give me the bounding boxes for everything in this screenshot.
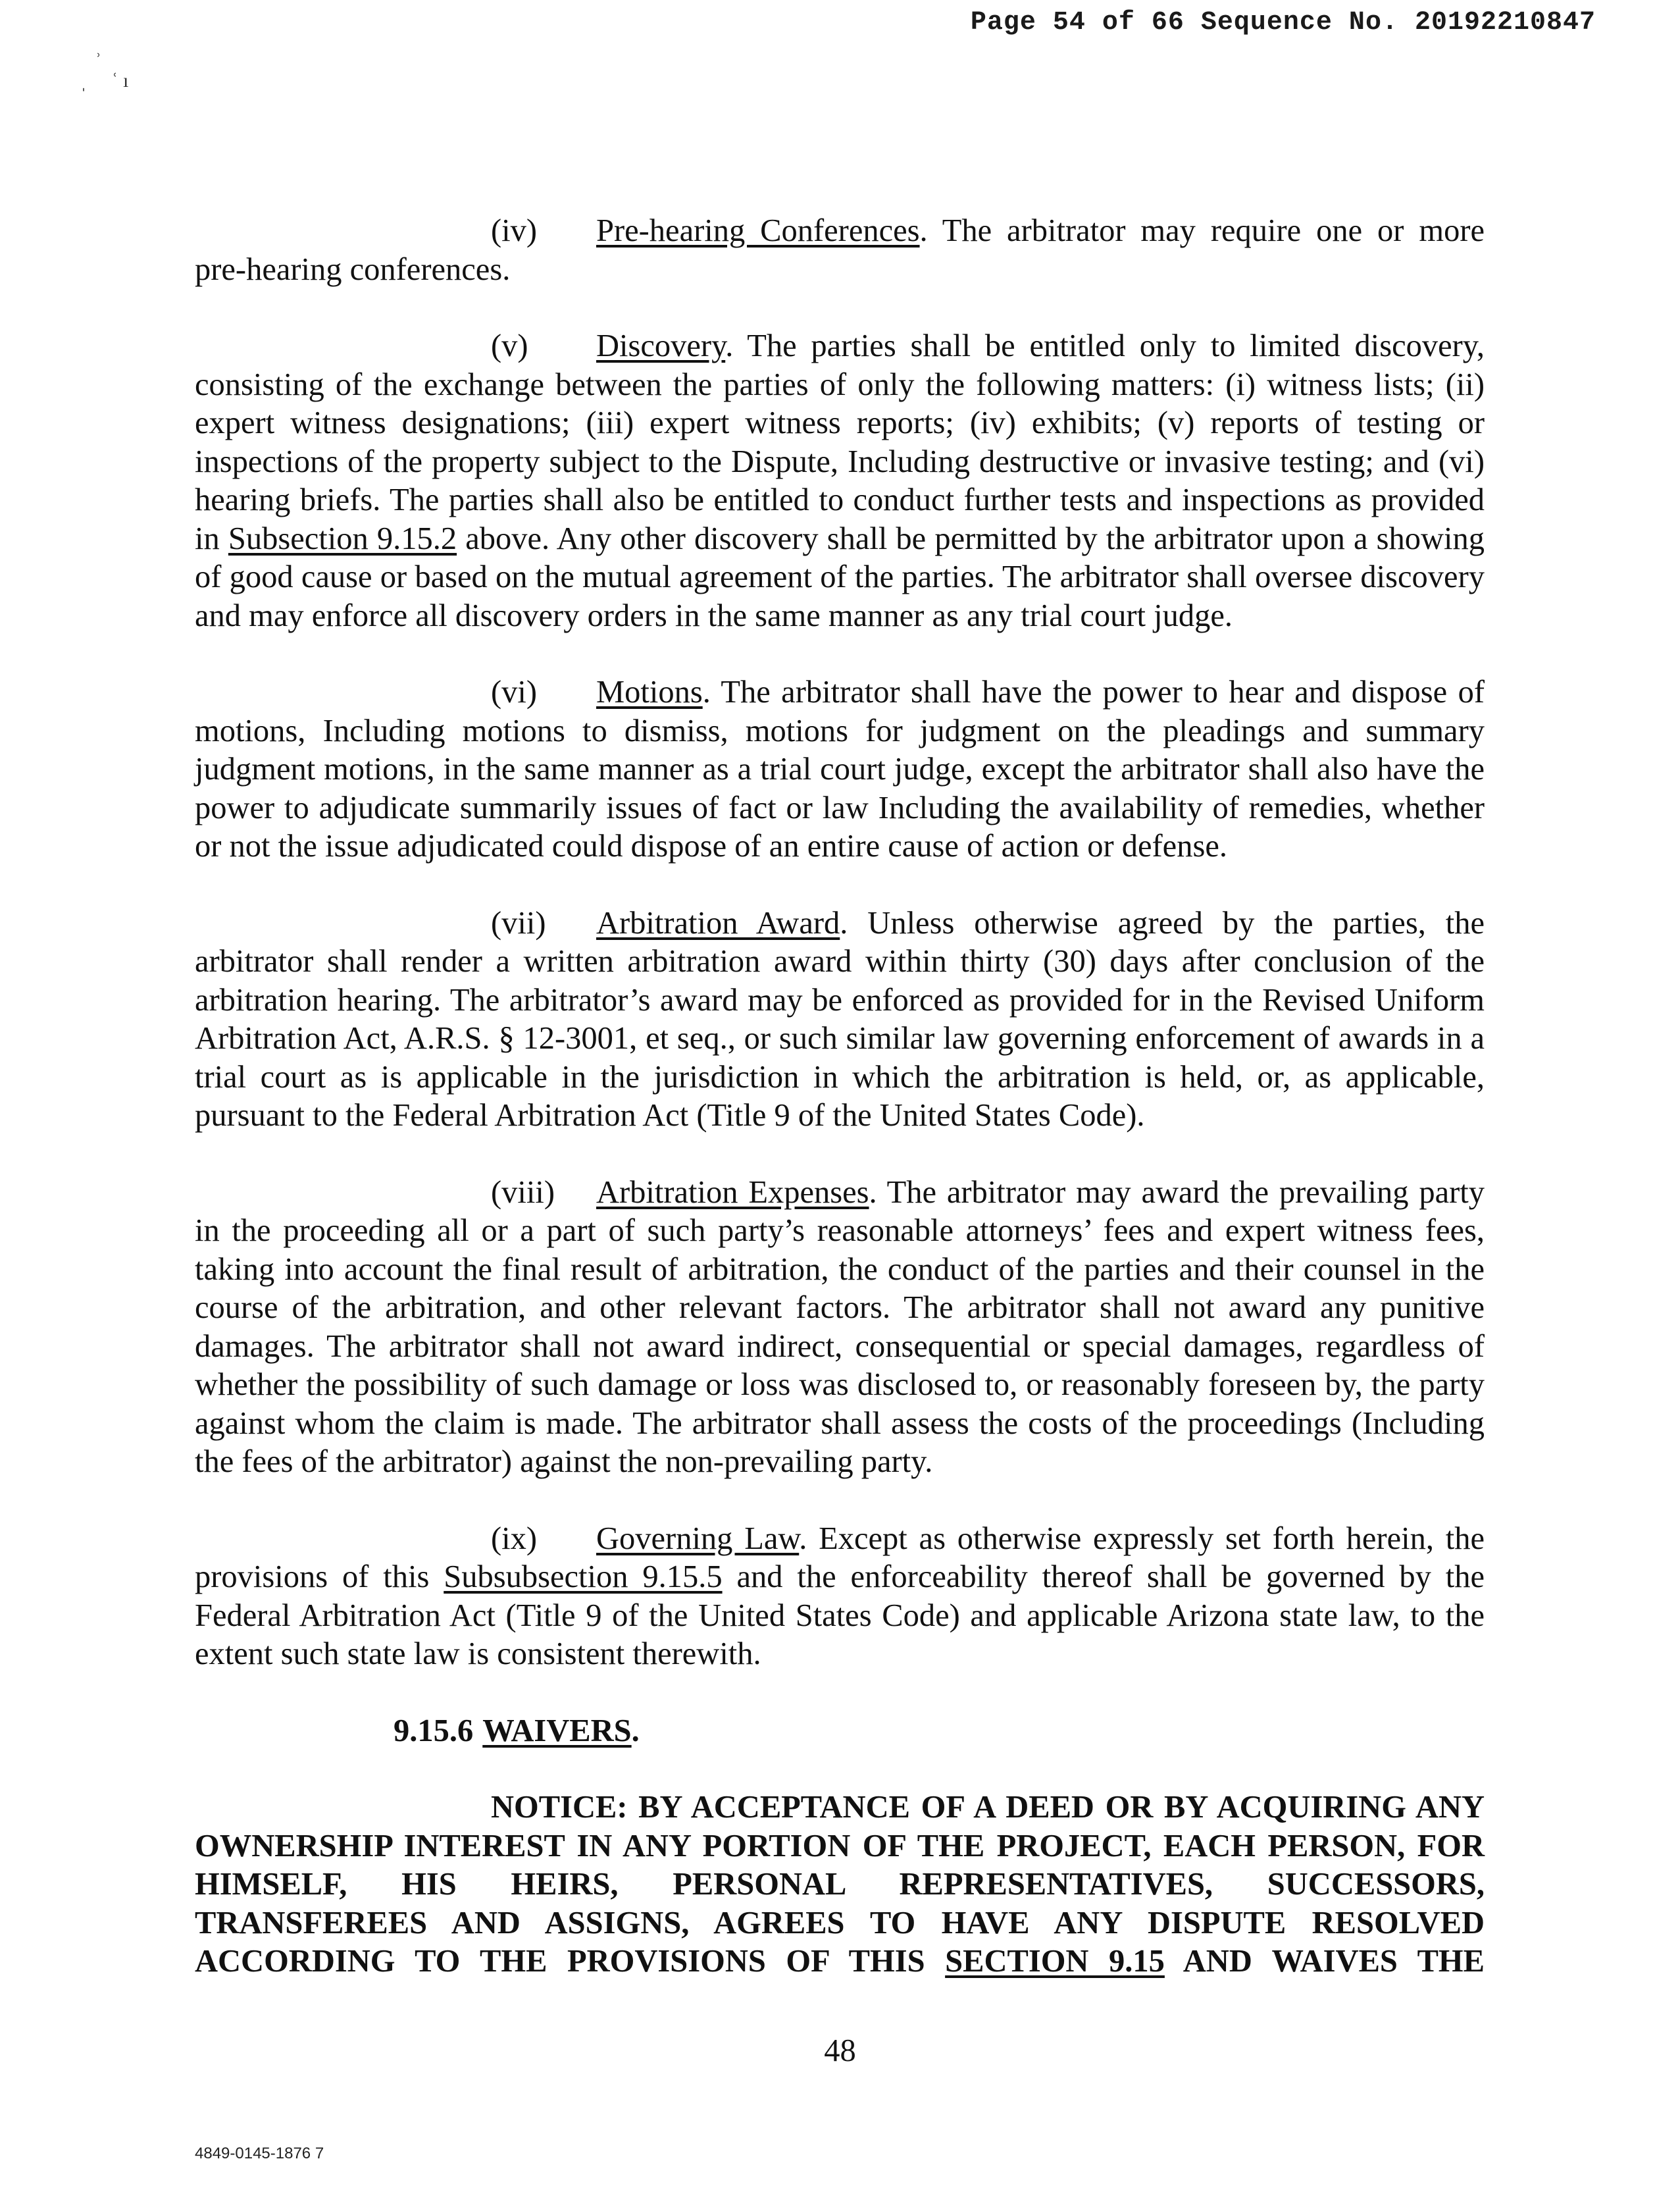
cross-reference: SECTION 9.15: [945, 1944, 1165, 1979]
paragraph-number: (ix): [491, 1521, 538, 1556]
section-title-period: .: [631, 1713, 640, 1748]
section-number: 9.15.6: [394, 1713, 474, 1748]
paragraph-motions: [195, 673, 1485, 866]
paragraph-text: above. Any other discovery shall be permitted by the arbitrator upon a showing of good cause or based on the mutual agreement of the parties. The arbitrator shall oversee discovery and may enforce all discovery orders in the same manner as any trial court judge.: [195, 521, 1485, 633]
paragraph-title: Pre-hearing Conferences: [596, 213, 920, 248]
paragraph-title: Governing Law: [596, 1521, 800, 1556]
paragraph-text: . The arbitrator may award the prevailing party in the proceeding all or a part of such party’s reasonable attorneys’ fees and expert witness fees, taking into account the final result of arbitration, the conduct of the parties and their counsel in the course of the arbitration, and other relevant factors. The arbitrator shall not award any punitive damages. The arbitrator shall not award indirect, consequential or special damages, regardless of whether the possibility of such damage or loss was disclosed to, or reasonably foreseen by, the party against whom the claim is made. The arbitrator shall assess the costs of the proceedings (Including the fees of the arbitrator) against the non-prevailing party.: [195, 1174, 1485, 1479]
paragraph-governing-law: [195, 1520, 1485, 1674]
paragraph-number: (vii): [491, 905, 546, 941]
cross-reference: Subsection 9.15.2: [228, 521, 457, 556]
notice-text: AND WAIVES THE: [1164, 1944, 1485, 1979]
paragraph-number: (vi): [491, 675, 538, 710]
notice-text: NOTICE: BY ACCEPTANCE OF A DEED OR BY ACQUIRING ANY OWNERSHIP INTEREST IN ANY PORTION OF THE PROJECT, EACH PERSON, FOR HIMSELF, HIS HEIRS, PERSONAL REPRESENTATIVES, SUCCESSORS, TRANSFEREES AND ASSIGNS, AGREES TO HAVE ANY DISPUTE RESOLVED ACCORDING TO THE PROVISIONS OF THIS: [195, 1790, 1485, 1979]
waiver-notice: [195, 1788, 1485, 1981]
scan-specks: ʾ ˌ ʿ ı: [80, 50, 129, 91]
page-number: 48: [824, 2033, 856, 2068]
paragraph-discovery: [195, 327, 1485, 635]
paragraph-arbitration-expenses: [195, 1174, 1485, 1482]
paragraph-text: . The arbitrator shall have the power to hear and dispose of motions, Including motions to dismiss, motions for judgment on the pleadings and summary judgment motions, in the same manner as a trial court judge, except the arbitrator shall also have the power to adjudicate summarily issues of fact or law Including the availability of remedies, whether or not the issue adjudicated could dispose of an entire cause of action or defense.: [195, 675, 1485, 864]
paragraph-prehearing-conferences: [195, 212, 1485, 289]
cross-reference: Subsubsection 9.15.5: [444, 1559, 723, 1594]
paragraph-text: and the enforceability thereof shall be governed by the Federal Arbitration Act (Title 9 of the United States Code) and applicable Arizona state law, to the extent such state law is consistent therewith.: [195, 1559, 1485, 1671]
page-sequence-header: Page 54 of 66 Sequence No. 20192210847: [970, 8, 1596, 38]
document-body: [195, 212, 1485, 1981]
paragraph-number: (v): [491, 328, 528, 363]
paragraph-title: Motions: [596, 675, 703, 710]
paragraph-text: . Except as otherwise expressly set forth herein, the provisions of this: [195, 1521, 1485, 1594]
document-id: 4849-0145-1876 7: [195, 2145, 324, 2162]
section-heading: [394, 1712, 1485, 1751]
paragraph-number: (viii): [491, 1174, 555, 1210]
paragraph-text: . The arbitrator may require one or more pre-hearing conferences.: [195, 213, 1485, 287]
paragraph-arbitration-award: [195, 904, 1485, 1135]
paragraph-title: Discovery: [596, 328, 726, 363]
paragraph-text: . The parties shall be entitled only to limited discovery, consisting of the exchange between the parties of only the following matters: (i) witness lists; (ii) expert witness designations; (iii) expert witness reports; (iv) exhibits; (v) reports of testing or inspections of the property subject to the Dispute, Including destructive or invasive testing; and (vi) hearing briefs. The parties shall also be entitled to conduct further tests and inspections as provided in: [195, 328, 1485, 556]
paragraph-text: . Unless otherwise agreed by the parties, the arbitrator shall render a written arbitration award within thirty (30) days after conclusion of the arbitration hearing. The arbitrator’s award may be enforced as provided for in the Revised Uniform Arbitration Act, A.R.S. § 12-3001, et seq., or such similar law governing enforcement of awards in a trial court as is applicable in the jurisdiction in which the arbitration is held, or, as applicable, pursuant to the Federal Arbitration Act (Title 9 of the United States Code).: [195, 905, 1485, 1133]
section-title: WAIVERS: [482, 1713, 632, 1748]
paragraph-title: Arbitration Award: [596, 905, 840, 941]
paragraph-number: (iv): [491, 213, 538, 248]
paragraph-title: Arbitration Expenses: [596, 1174, 869, 1210]
